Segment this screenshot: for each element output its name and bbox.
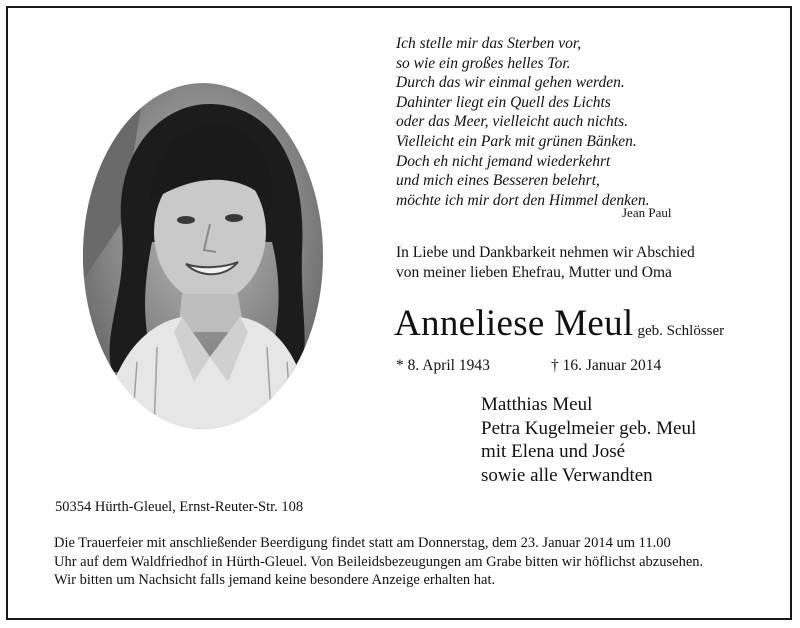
- poem-line: Dahinter liegt ein Quell des Lichts: [396, 93, 611, 111]
- farewell-line: In Liebe und Dankbarkeit nehmen wir Abschied: [396, 244, 695, 261]
- poem-line: möchte ich mir dort den Himmel denken.: [396, 191, 650, 209]
- farewell-line: von meiner lieben Ehefrau, Mutter und Oma: [396, 264, 672, 281]
- portrait-photo: [82, 82, 324, 430]
- poem-line: Durch das wir einmal gehen werden.: [396, 74, 625, 92]
- poem-author: Jean Paul: [622, 205, 672, 220]
- death-date: † 16. Januar 2014: [551, 357, 662, 374]
- family-list: [481, 393, 696, 487]
- poem: [396, 34, 696, 210]
- poem-line: und mich eines Besseren belehrt,: [396, 172, 600, 190]
- poem-line: Ich stelle mir das Sterben vor,: [396, 35, 582, 52]
- deceased-name: Anneliese Meul: [394, 303, 634, 344]
- address: 50354 Hürth-Gleuel, Ernst-Reuter-Str. 108: [55, 499, 304, 515]
- notice-line: Wir bitten um Nachsicht falls jemand keine besondere Anzeige erhalten hat.: [54, 572, 496, 588]
- family-member: mit Elena und José: [481, 441, 626, 462]
- family-member: sowie alle Verwandten: [481, 464, 653, 486]
- deceased-name-block: [394, 302, 724, 345]
- poem-line: Vielleicht ein Park mit grünen Bänken.: [396, 132, 637, 150]
- family-member: Petra Kugelmeier geb. Meul: [481, 417, 697, 439]
- family-member: Matthias Meul: [481, 394, 593, 415]
- notice-line: Uhr auf dem Waldfriedhof in Hürth-Gleuel. Von Beileidsbezeugungen am Grabe bitten wir höflichst abzusehen.: [54, 553, 704, 570]
- farewell-text: [396, 243, 695, 283]
- poem-line: oder das Meer, vielleicht auch nichts.: [396, 113, 629, 131]
- poem-line: so wie ein großes helles Tor.: [396, 54, 571, 72]
- notice-line: Die Trauerfeier mit anschließender Beerdigung findet statt am Donnerstag, dem 23. Januar 2014 um 11.00: [54, 535, 671, 551]
- poem-line: Doch eh nicht jemand wiederkehrt: [396, 152, 611, 170]
- born-name: geb. Schlösser: [637, 323, 725, 339]
- birth-date: * 8. April 1943: [396, 357, 490, 374]
- funeral-notice: [54, 534, 754, 590]
